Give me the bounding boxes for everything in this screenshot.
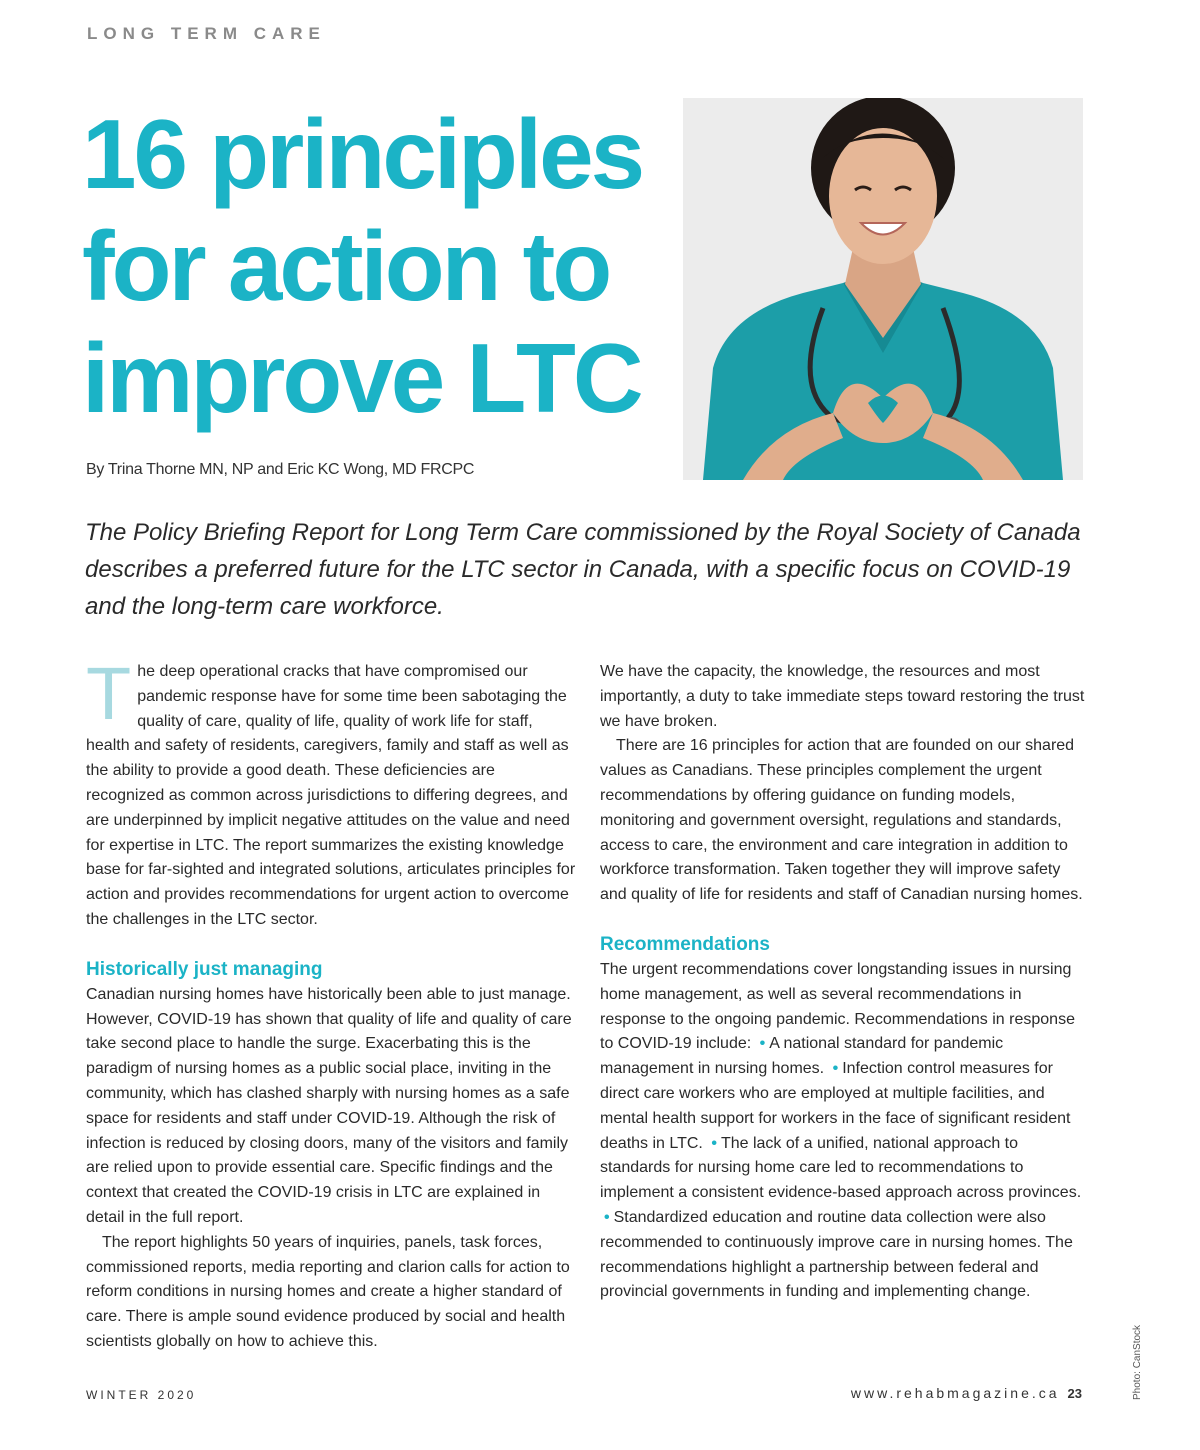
bullet-icon: • [604,1208,610,1226]
article-title [82,98,672,434]
section-heading: Recommendations [600,933,770,955]
bullet-text: Standardized education and routine data collection were also recommended to continuously improve care in nursing homes. The recommendations highlight a partnership between federal and provincial governments in funding and implementing change. [600,1208,1073,1301]
paragraph [86,652,576,933]
section-heading: Historically just managing [86,958,323,980]
title-line-2: for action to [82,211,610,321]
nurse-photo [683,98,1083,480]
bullet-text: A national standard for pandemic management in nursing homes. [600,1035,1004,1078]
recommendations-paragraph [600,958,1090,1305]
right-column [600,660,1090,1305]
website-link[interactable]: www.rehabmagazine.ca [850,1385,1060,1401]
bullet-icon: • [759,1035,766,1053]
paragraph: There are 16 principles for action that are founded on our shared values as Canadians. These principles complement the urgent recommendations by offering guidance on funding models, monitoring and government oversight, regulations and standards, access to care, the environment and care integration in addition to workforce transformation. Taken together they will improve safety and quality of life for residents and staff of Canadian nursing homes. [600,737,1083,904]
bullet-text: Infection control measures for direct care workers who are employed at multiple facilities, and mental health support for workers in the face of significant resident deaths in LTC. [600,1060,1071,1152]
left-column [86,652,576,1355]
drop-cap: T [86,652,132,735]
paragraph: We have the capacity, the knowledge, the resources and most importantly, a duty to take immediate steps toward restoring the trust we have broken. [600,663,1085,730]
nurse-illustration [683,98,1083,480]
page-number: 23 [1067,1386,1082,1401]
bullet-text: The lack of a unified, national approach to standards for nursing home care led to recommendations to implement a consistent evidence-based approach across provinces. [600,1134,1082,1202]
paragraph-text: he deep operational cracks that have compromised our pandemic response have for some time been sabotaging the quality of care, quality of life, quality of work life for staff, health and safety of residents, caregivers, family and staff as well as the ability to provide a good death. These deficiencies are recognized as common across jurisdictions to differing degrees, and are underpinned by implicit negative attitudes on the value and need for expertise in LTC. The report summarizes the existing knowledge base for far-sighted and integrated solutions, articulates principles for action and provides recommendations for urgent action to overcome the challenges in the LTC sector. [86,663,576,928]
footer-right [851,1385,1082,1401]
bullet-icon: • [711,1134,717,1152]
paragraph: The report highlights 50 years of inquiries, panels, task forces, commissioned reports, media reporting and clarion calls for action to reform conditions in nursing homes and create a higher standard of care. There is ample sound evidence produced by social and health scientists globally on how to achieve this. [86,1233,570,1350]
bullet-icon: • [832,1060,839,1078]
title-line-3: improve LTC [82,323,641,433]
issue-date: WINTER 2020 [86,1388,197,1402]
photo-credit: Photo: CanStock [1132,1324,1143,1400]
title-line-1: 16 principles [82,99,643,209]
section-label: LONG TERM CARE [87,24,326,43]
intro-deck: The Policy Briefing Report for Long Term Care commissioned by the Royal Society of Canada describes a preferred future for the LTC sector in Canada, with a specific focus on COVID-19 and the long-term care workforce. [85,519,1081,620]
paragraph-text: The urgent recommendations cover longstanding issues in nursing home management, as well as several recommendations in response to the ongoing pandemic. Recommendations in response to COVID-19 include: [600,960,1075,1053]
byline: By Trina Thorne MN, NP and Eric KC Wong, MD FRCPC [86,461,475,478]
paragraph: Canadian nursing homes have historically been able to just manage. However, COVID-19 has shown that quality of life and quality of care take second place to handle the surge. Exacerbating this is the paradigm of nursing homes as a public social place, inviting in the community, which has clashed sharply with nursing homes as a safe space for residents and staff under COVID-19. Although the risk of infection is reduced by closing doors, many of the visitors and family are relied upon to provide essential care. Specific findings and the context that created the COVID-19 crisis in LTC are explained in detail in the full report. [86,985,572,1226]
